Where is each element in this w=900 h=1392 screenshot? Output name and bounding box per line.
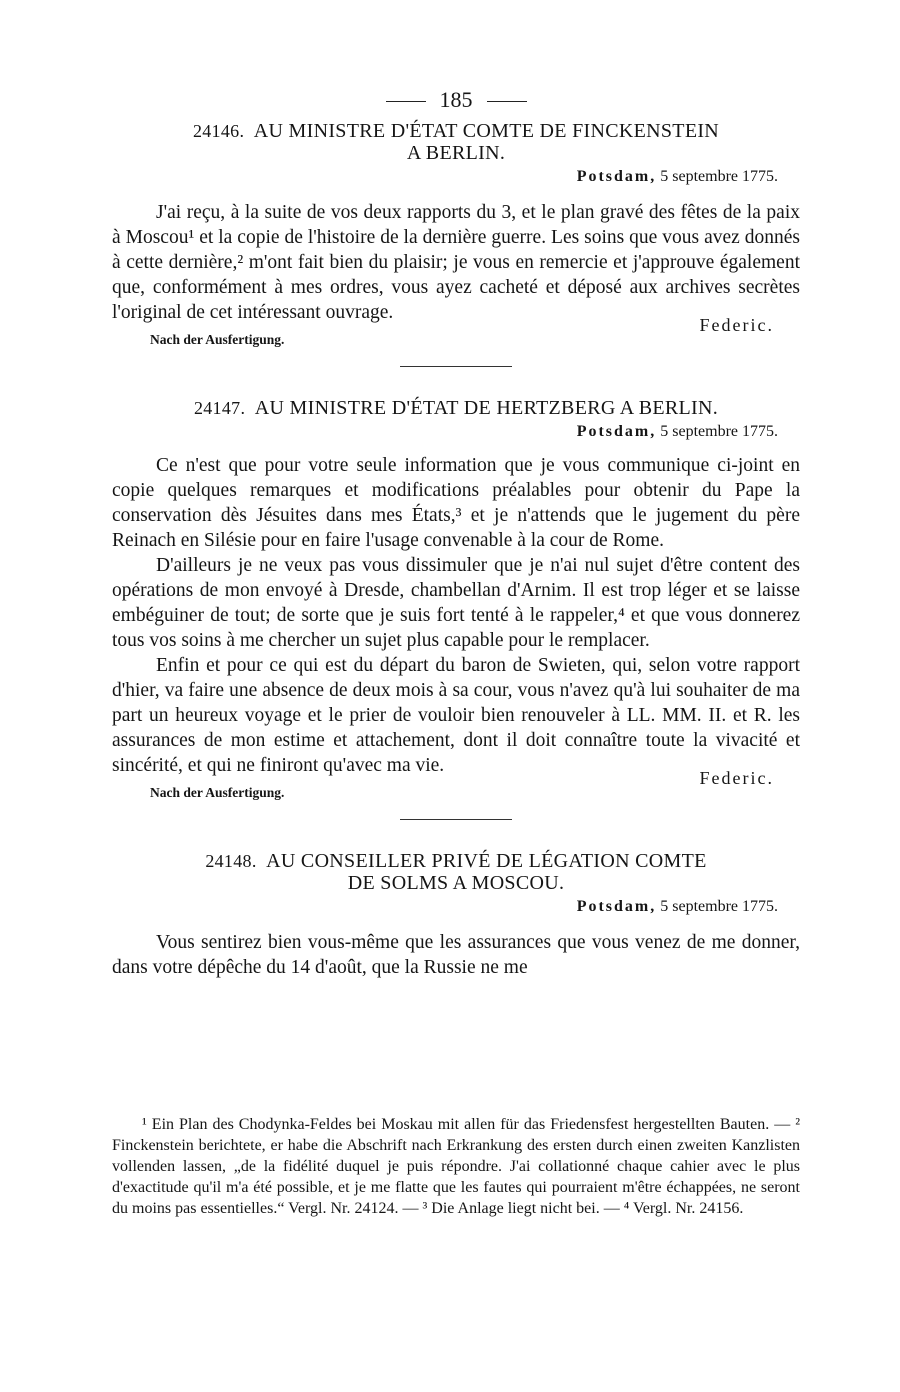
footnotes xyxy=(112,1114,800,1219)
letter-number: 24146. xyxy=(192,121,245,141)
letter-heading-line2: A BERLIN. xyxy=(406,142,506,164)
footnotes-text: ¹ Ein Plan des Chodynka-Feldes bei Moskau mit allen für das Friedensfest hergestellten Bauten. — ² Finckenstein berichtete, er habe die Abschrift nach Erkrankung des ersten durch einen zweiten Kanzlisten vollenden lassen, „de la fidélité duquel je puis répondre. J'ai collationné chaque cahier avec le plus d'exactitude qu'il m'a été possible, et je me flatte que les fautes qui pourraient m'être échappées, ne seront du moins pas essentielles.“ Vergl. Nr. 24124. — ³ Die Anlage liegt nicht bei. — ⁴ Vergl. Nr. 24156. xyxy=(112,1116,800,1217)
letter-paragraph: J'ai reçu, à la suite de vos deux rapports du 3, et le plan gravé des fêtes de la paix à Moscou¹ et la copie de l'histoire de la dernière guerre. Les soins que vous avez donnés à cette dernière,² m'ont fait bien du plaisir; je vous en remercie et j'approuve également que, conformément à mes ordres, vous ayez cacheté et déposé aux archives secrètes l'original de cet intéressant ouvrage. xyxy=(112,202,800,323)
letter-heading-line1: AU MINISTRE D'ÉTAT COMTE DE FINCKENSTEIN xyxy=(253,120,720,142)
letter-date: 5 septembre 1775. xyxy=(660,168,778,185)
document-page xyxy=(112,80,800,980)
letter-place-date xyxy=(112,896,800,918)
letter-date: 5 septembre 1775. xyxy=(660,423,778,440)
letter-signature: Federic. xyxy=(699,768,774,788)
letter-paragraph: Enfin et pour ce qui est du départ du baron de Swieten, qui, selon votre rapport d'hier, va faire une absence de deux mois à sa cour, vous n'avez qu'à lui souhaiter de ma part un heureux voyage et le prier de vouloir bien renouveler à LL. MM. II. et R. les assurances de mon estime et attachement, dont il doit connaître toute la vivacité et sincérité, et qui ne finiront qu'avec ma vie. xyxy=(112,655,800,776)
letter-source: Nach der Ausfertigung. xyxy=(150,332,285,347)
letter-place-date xyxy=(112,421,800,443)
letter-place: Potsdam, xyxy=(576,423,657,440)
letter-24147 xyxy=(112,397,800,801)
letter-24148 xyxy=(112,850,800,980)
page-number: 185 xyxy=(439,87,473,112)
letter-heading-line1: AU CONSEILLER PRIVÉ DE LÉGATION COMTE xyxy=(266,850,707,872)
page-folio xyxy=(112,80,800,120)
letter-heading xyxy=(112,397,800,419)
letter-date: 5 septembre 1775. xyxy=(660,898,778,915)
section-divider xyxy=(400,366,512,367)
letter-heading-line2: DE SOLMS A MOSCOU. xyxy=(347,872,565,894)
letter-place-date xyxy=(112,166,800,188)
letter-heading-line1: AU MINISTRE D'ÉTAT DE HERTZBERG A BERLIN. xyxy=(254,397,719,419)
letter-signature: Federic. xyxy=(699,315,774,335)
letter-body xyxy=(112,453,800,778)
letter-heading xyxy=(112,850,800,894)
letter-paragraph: Ce n'est que pour votre seule information que je vous communique ci-joint en copie quelques remarques et modifications préalables pour obtenir du Pape la conservation dès Jésuites dans mes États,³ et je n'attends que le jugement du père Reinach en Silésie pour en faire l'usage convenable à la cour de Rome. xyxy=(112,455,800,551)
letter-place: Potsdam, xyxy=(576,168,657,185)
letter-paragraph: D'ailleurs je ne veux pas vous dissimuler que je n'ai nul sujet d'être content des opérations de mon envoyé à Dresde, chambellan d'Arnim. Il est trop léger et se laisse embéguiner de tout; de sorte que je suis fort tenté à le rappeler,⁴ et que vous donnerez tous vos soins à me chercher un sujet plus capable pour le remplacer. xyxy=(112,555,800,651)
letter-24146 xyxy=(112,120,800,348)
folio-dash-left xyxy=(386,101,426,102)
letter-place: Potsdam, xyxy=(576,898,657,915)
letter-body xyxy=(112,930,800,980)
letter-body xyxy=(112,200,800,325)
section-divider xyxy=(400,819,512,820)
letter-heading xyxy=(112,120,800,164)
letter-source: Nach der Ausfertigung. xyxy=(150,785,285,800)
letter-number: 24148. xyxy=(205,851,257,871)
letter-paragraph: Vous sentirez bien vous-même que les assurances que vous venez de me donner, dans votre dépêche du 14 d'août, que la Russie ne me xyxy=(112,932,800,978)
letter-number: 24147. xyxy=(193,398,246,418)
folio-dash-right xyxy=(487,101,527,102)
